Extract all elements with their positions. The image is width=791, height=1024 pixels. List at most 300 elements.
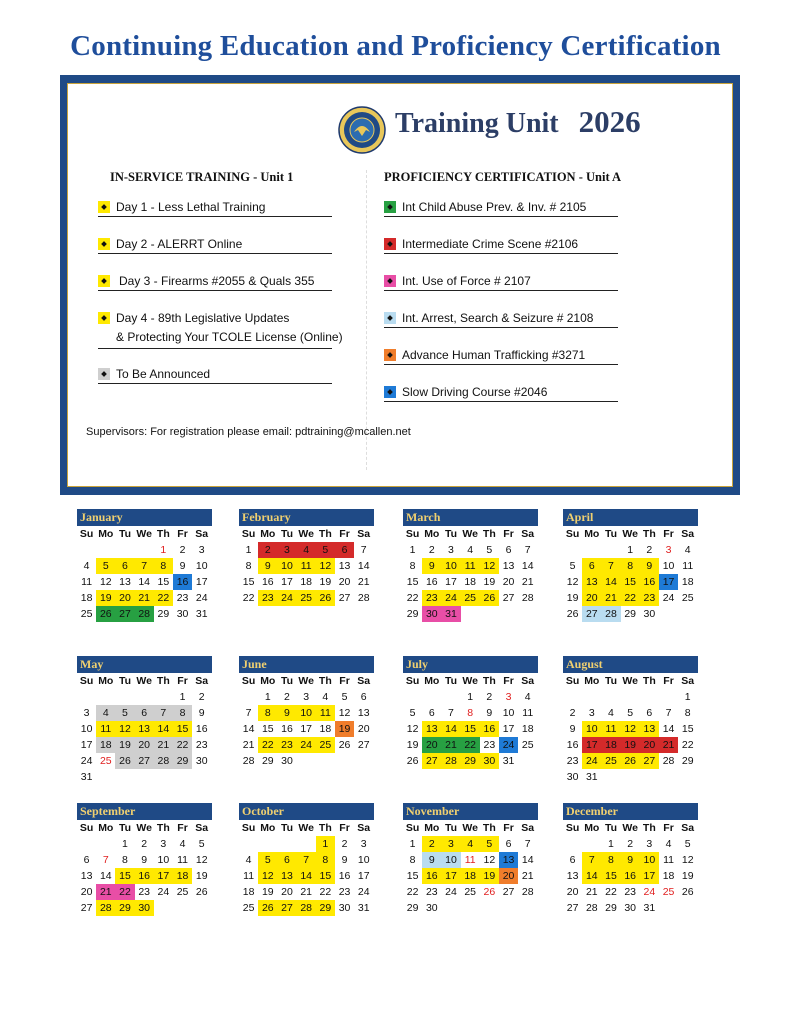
day-cell: 2 (198, 691, 205, 703)
weekday-label: We (298, 528, 314, 540)
day-cell: 6 (277, 852, 296, 868)
day-cell: 24 (277, 590, 296, 606)
weekday-label: We (298, 822, 314, 834)
day-cell: 14 (297, 868, 316, 884)
day-cell: 24 (357, 886, 370, 898)
day-cell: 2 (258, 542, 277, 558)
day-cell: 29 (681, 755, 694, 767)
legend-item-day1 (98, 198, 332, 217)
weekday-label: We (622, 528, 638, 540)
day-cell: 10 (441, 852, 460, 868)
day-cell: 22 (621, 590, 640, 606)
day-cell: 5 (96, 558, 115, 574)
month-july (403, 656, 538, 769)
day-cell: 18 (464, 576, 476, 588)
day-cell: 14 (138, 576, 150, 588)
month-september (77, 803, 212, 916)
day-cell: 2 (341, 838, 348, 850)
day-cell: 1 (245, 544, 252, 556)
weekday-label: Su (405, 675, 420, 687)
day-cell: 8 (684, 707, 691, 719)
month-february (239, 509, 374, 606)
day-cell: 29 (115, 900, 134, 916)
month-name: August (563, 656, 698, 673)
day-cell: 17 (502, 723, 515, 735)
day-cell: 17 (154, 868, 173, 884)
day-grid (239, 689, 374, 769)
day-cell: 27 (422, 753, 441, 769)
day-cell: 21 (659, 737, 678, 753)
day-cell: 25 (461, 590, 480, 606)
day-grid (563, 689, 698, 785)
day-cell: 18 (319, 723, 332, 735)
day-cell: 21 (300, 886, 312, 898)
day-cell: 26 (338, 739, 351, 751)
day-cell: 28 (357, 592, 370, 604)
day-cell: 21 (357, 576, 370, 588)
day-cell: 2 (179, 544, 186, 556)
day-cell: 15 (601, 868, 620, 884)
day-cell: 30 (135, 900, 154, 916)
day-cell: 9 (569, 723, 576, 735)
weekday-row (403, 526, 538, 542)
swatch-red-icon (384, 238, 396, 250)
day-cell: 8 (601, 852, 620, 868)
day-cell: 3 (277, 542, 296, 558)
legend-item-slow-driving (384, 383, 618, 402)
weekday-label: We (462, 822, 478, 834)
day-cell: 18 (80, 592, 93, 604)
day-cell: 18 (242, 886, 255, 898)
empty-cell (582, 689, 601, 705)
weekday-row (77, 673, 212, 689)
day-cell: 15 (461, 721, 480, 737)
training-unit-panel (60, 75, 740, 495)
day-cell: 1 (316, 836, 335, 852)
day-cell: 19 (335, 721, 354, 737)
weekday-label: Mo (260, 822, 276, 834)
day-cell: 22 (406, 592, 419, 604)
day-cell: 28 (135, 606, 154, 622)
empty-cell (77, 542, 96, 558)
empty-cell (640, 689, 659, 705)
empty-cell (115, 542, 134, 558)
day-cell: 16 (480, 721, 499, 737)
legend-label: To Be Announced (116, 367, 211, 381)
month-name: December (563, 803, 698, 820)
day-cell: 17 (441, 868, 460, 884)
day-cell: 16 (422, 868, 441, 884)
day-cell: 8 (245, 560, 252, 572)
day-cell: 23 (195, 739, 208, 751)
day-cell: 25 (601, 753, 620, 769)
day-cell: 26 (480, 590, 499, 606)
day-cell: 8 (173, 705, 192, 721)
weekday-row (239, 820, 374, 836)
department-seal-icon (338, 106, 386, 154)
day-cell: 16 (338, 870, 351, 882)
day-cell: 9 (422, 852, 441, 868)
weekday-label: Tu (604, 675, 617, 687)
day-cell: 22 (681, 739, 694, 751)
weekday-label: Tu (604, 822, 617, 834)
weekday-label: Tu (118, 528, 131, 540)
month-name: April (563, 509, 698, 526)
legend-label: Day 3 - Firearms #2055 & Quals 355 (119, 274, 315, 288)
day-cell: 11 (663, 854, 674, 866)
day-cell: 19 (406, 739, 419, 751)
day-cell: 23 (138, 886, 150, 898)
day-cell: 6 (335, 542, 354, 558)
day-cell: 11 (96, 721, 115, 737)
day-cell: 10 (297, 705, 316, 721)
day-cell: 21 (585, 886, 598, 898)
day-cell: 26 (681, 886, 694, 898)
weekday-label: We (298, 675, 314, 687)
day-cell: 25 (662, 886, 675, 898)
swatch-gray-icon (98, 368, 110, 380)
day-cell: 8 (316, 852, 335, 868)
weekday-label: Th (642, 675, 656, 687)
empty-cell (582, 542, 601, 558)
month-december (563, 803, 698, 916)
day-cell: 7 (665, 707, 672, 719)
day-cell: 9 (198, 707, 205, 719)
day-cell: 19 (681, 870, 694, 882)
weekday-label: Sa (195, 528, 209, 540)
day-cell: 4 (96, 705, 115, 721)
month-march (403, 509, 538, 622)
day-cell: 12 (406, 723, 419, 735)
day-cell: 27 (566, 902, 579, 914)
day-cell: 26 (115, 753, 134, 769)
day-cell: 31 (357, 902, 370, 914)
day-cell: 8 (467, 707, 474, 719)
legend-item-day3 (98, 272, 332, 291)
day-cell: 20 (566, 886, 579, 898)
day-cell: 15 (157, 576, 170, 588)
day-cell: 26 (316, 590, 335, 606)
day-cell: 5 (480, 836, 499, 852)
day-cell: 16 (173, 574, 192, 590)
day-cell: 11 (464, 854, 476, 866)
legend-label: Int. Use of Force # 2107 (402, 274, 531, 288)
day-cell: 27 (582, 606, 601, 622)
weekday-label: Th (642, 822, 656, 834)
day-cell: 3 (448, 544, 454, 556)
weekday-label: Tu (604, 528, 617, 540)
day-cell: 24 (297, 737, 316, 753)
swatch-blue-icon (384, 386, 396, 398)
day-cell: 20 (338, 576, 351, 588)
day-cell: 27 (640, 753, 659, 769)
day-cell: 20 (357, 723, 370, 735)
weekday-label: Tu (280, 822, 293, 834)
inservice-heading: IN-SERVICE TRAINING - Unit 1 (110, 170, 294, 184)
day-cell: 18 (173, 868, 192, 884)
weekday-label: Mo (424, 822, 440, 834)
day-cell: 9 (341, 854, 348, 866)
day-cell: 22 (319, 886, 332, 898)
unit-year: 2026 (578, 104, 641, 139)
day-cell: 17 (80, 739, 93, 751)
day-cell: 28 (96, 900, 115, 916)
day-cell: 12 (483, 854, 496, 866)
day-cell: 23 (338, 886, 351, 898)
weekday-label: We (136, 822, 152, 834)
swatch-green-icon (384, 201, 396, 213)
weekday-label: Su (241, 528, 256, 540)
month-name: September (77, 803, 212, 820)
day-cell: 23 (277, 737, 296, 753)
legend-label: Int Child Abuse Prev. & Inv. # 2105 (402, 200, 587, 214)
day-grid (239, 836, 374, 916)
unit-title (395, 104, 641, 140)
day-cell: 8 (409, 854, 416, 866)
day-cell: 16 (281, 723, 293, 735)
empty-cell (135, 689, 154, 705)
day-cell: 14 (521, 560, 534, 572)
day-cell: 13 (338, 560, 351, 572)
weekday-label: Sa (521, 528, 535, 540)
day-cell: 1 (409, 544, 416, 556)
day-cell: 16 (135, 868, 154, 884)
day-cell: 11 (461, 558, 480, 574)
day-cell: 29 (406, 902, 419, 914)
weekday-label: Tu (280, 528, 293, 540)
day-cell: 23 (483, 739, 496, 751)
day-cell: 27 (502, 886, 515, 898)
legend-label: Advance Human Trafficking #3271 (402, 348, 586, 362)
day-cell: 10 (502, 707, 515, 719)
day-cell: 18 (96, 737, 115, 753)
weekday-label: Sa (681, 528, 695, 540)
month-name: May (77, 656, 212, 673)
day-cell: 13 (499, 852, 518, 868)
day-cell: 15 (406, 576, 419, 588)
weekday-label: Su (565, 528, 580, 540)
legend-item-use-of-force (384, 272, 618, 291)
weekday-label: Sa (357, 822, 371, 834)
day-cell: 1 (627, 544, 634, 556)
day-cell: 24 (441, 590, 460, 606)
day-cell: 28 (441, 753, 460, 769)
day-cell: 24 (499, 737, 518, 753)
swatch-yellow-icon (98, 201, 110, 213)
day-cell: 13 (135, 721, 154, 737)
day-cell: 20 (80, 886, 93, 898)
day-cell: 22 (115, 884, 134, 900)
day-cell: 8 (409, 560, 416, 572)
day-cell: 29 (173, 753, 192, 769)
day-cell: 9 (277, 705, 296, 721)
day-cell: 18 (662, 870, 675, 882)
day-cell: 19 (96, 590, 115, 606)
weekday-label: Th (156, 528, 170, 540)
day-cell: 6 (360, 691, 367, 703)
weekday-label: Sa (195, 675, 209, 687)
day-cell: 12 (115, 721, 134, 737)
weekday-label: Th (482, 822, 496, 834)
day-cell: 6 (135, 705, 154, 721)
weekday-label: Fr (503, 822, 514, 834)
day-cell: 21 (601, 590, 620, 606)
day-cell: 29 (406, 608, 419, 620)
day-cell: 11 (682, 560, 694, 572)
legend-item-day2 (98, 235, 332, 254)
day-cell: 4 (297, 542, 316, 558)
month-october (239, 803, 374, 916)
day-cell: 5 (258, 852, 277, 868)
empty-cell (115, 689, 134, 705)
month-january (77, 509, 212, 622)
empty-cell (441, 689, 460, 705)
day-cell: 10 (582, 721, 601, 737)
weekday-label: Sa (681, 822, 695, 834)
day-cell: 13 (582, 574, 601, 590)
day-cell: 4 (684, 544, 691, 556)
weekday-row (403, 820, 538, 836)
swatch-yellow-icon (98, 238, 110, 250)
weekday-label: We (136, 675, 152, 687)
day-cell: 17 (195, 576, 208, 588)
day-cell: 23 (566, 755, 579, 767)
weekday-label: Mo (584, 822, 600, 834)
day-cell: 15 (261, 723, 274, 735)
day-cell: 24 (195, 592, 208, 604)
day-cell: 20 (499, 868, 518, 884)
weekday-label: Mo (584, 528, 600, 540)
day-cell: 25 (464, 886, 476, 898)
weekday-label: Fr (177, 675, 188, 687)
day-cell: 10 (357, 854, 370, 866)
weekday-row (403, 673, 538, 689)
weekday-label: Th (156, 822, 170, 834)
month-name: March (403, 509, 538, 526)
day-cell: 14 (662, 723, 675, 735)
day-cell: 2 (486, 691, 493, 703)
day-cell: 15 (173, 721, 192, 737)
weekday-label: Su (79, 528, 94, 540)
day-cell: 13 (80, 870, 93, 882)
empty-cell (239, 836, 258, 852)
day-cell: 30 (624, 902, 636, 914)
day-cell: 12 (338, 707, 351, 719)
weekday-label: Fr (177, 822, 188, 834)
day-cell: 28 (662, 755, 675, 767)
day-cell: 5 (115, 705, 134, 721)
day-cell: 30 (338, 902, 351, 914)
day-cell: 30 (195, 755, 208, 767)
day-cell: 9 (640, 558, 659, 574)
day-grid (77, 836, 212, 916)
day-cell: 1 (160, 544, 167, 556)
weekday-label: Sa (357, 675, 371, 687)
day-cell: 30 (422, 606, 441, 622)
day-cell: 30 (176, 608, 189, 620)
day-cell: 7 (524, 838, 531, 850)
month-name: June (239, 656, 374, 673)
legend-item-crime-scene (384, 235, 618, 254)
day-cell: 13 (422, 721, 441, 737)
legend-item-day4-line2: & Protecting Your TCOLE License (Online) (116, 330, 343, 344)
month-name: February (239, 509, 374, 526)
day-cell: 27 (277, 900, 296, 916)
swatch-pink-icon (384, 275, 396, 287)
day-cell: 6 (115, 558, 134, 574)
day-cell: 14 (521, 854, 534, 866)
day-cell: 7 (524, 544, 531, 556)
day-cell: 12 (681, 854, 694, 866)
day-cell: 11 (316, 705, 335, 721)
weekday-row (77, 820, 212, 836)
legend-label: Day 1 - Less Lethal Training (116, 200, 266, 214)
day-cell: 20 (502, 576, 515, 588)
day-cell: 10 (441, 558, 460, 574)
day-cell: 14 (441, 721, 460, 737)
day-cell: 31 (80, 771, 93, 783)
weekday-label: Mo (424, 675, 440, 687)
day-cell: 6 (582, 558, 601, 574)
day-cell: 20 (281, 886, 293, 898)
day-cell: 11 (522, 707, 534, 719)
weekday-label: Mo (98, 822, 114, 834)
day-cell: 15 (115, 868, 134, 884)
day-cell: 21 (135, 590, 154, 606)
day-cell: 6 (569, 854, 576, 866)
day-cell: 15 (316, 868, 335, 884)
day-cell: 21 (154, 737, 173, 753)
day-cell: 28 (521, 886, 534, 898)
day-cell: 19 (319, 576, 332, 588)
weekday-row (239, 526, 374, 542)
day-cell: 24 (662, 592, 675, 604)
day-cell: 29 (157, 608, 170, 620)
day-cell: 19 (261, 886, 274, 898)
day-cell: 25 (176, 886, 189, 898)
day-cell: 3 (83, 707, 90, 719)
day-cell: 15 (242, 576, 255, 588)
column-divider (366, 170, 367, 470)
empty-cell (77, 689, 96, 705)
day-cell: 4 (322, 691, 329, 703)
day-cell: 22 (258, 737, 277, 753)
day-cell: 22 (406, 886, 419, 898)
day-cell: 2 (428, 544, 435, 556)
day-cell: 5 (198, 838, 205, 850)
weekday-label: Su (565, 675, 580, 687)
weekday-label: Tu (118, 822, 131, 834)
day-cell: 24 (157, 886, 170, 898)
day-cell: 19 (621, 737, 640, 753)
empty-cell (403, 689, 422, 705)
weekday-row (239, 673, 374, 689)
day-cell: 7 (245, 707, 252, 719)
weekday-label: We (462, 675, 478, 687)
empty-cell (422, 689, 441, 705)
day-cell: 23 (176, 592, 189, 604)
day-cell: 4 (179, 838, 186, 850)
day-cell: 28 (585, 902, 598, 914)
day-cell: 26 (483, 886, 496, 898)
weekday-label: Fr (339, 675, 350, 687)
day-cell: 13 (119, 576, 131, 588)
weekday-label: Tu (118, 675, 131, 687)
day-cell: 11 (297, 558, 316, 574)
legend-item-arrest-search (384, 309, 618, 328)
day-cell: 21 (242, 739, 255, 751)
day-cell: 5 (627, 707, 634, 719)
